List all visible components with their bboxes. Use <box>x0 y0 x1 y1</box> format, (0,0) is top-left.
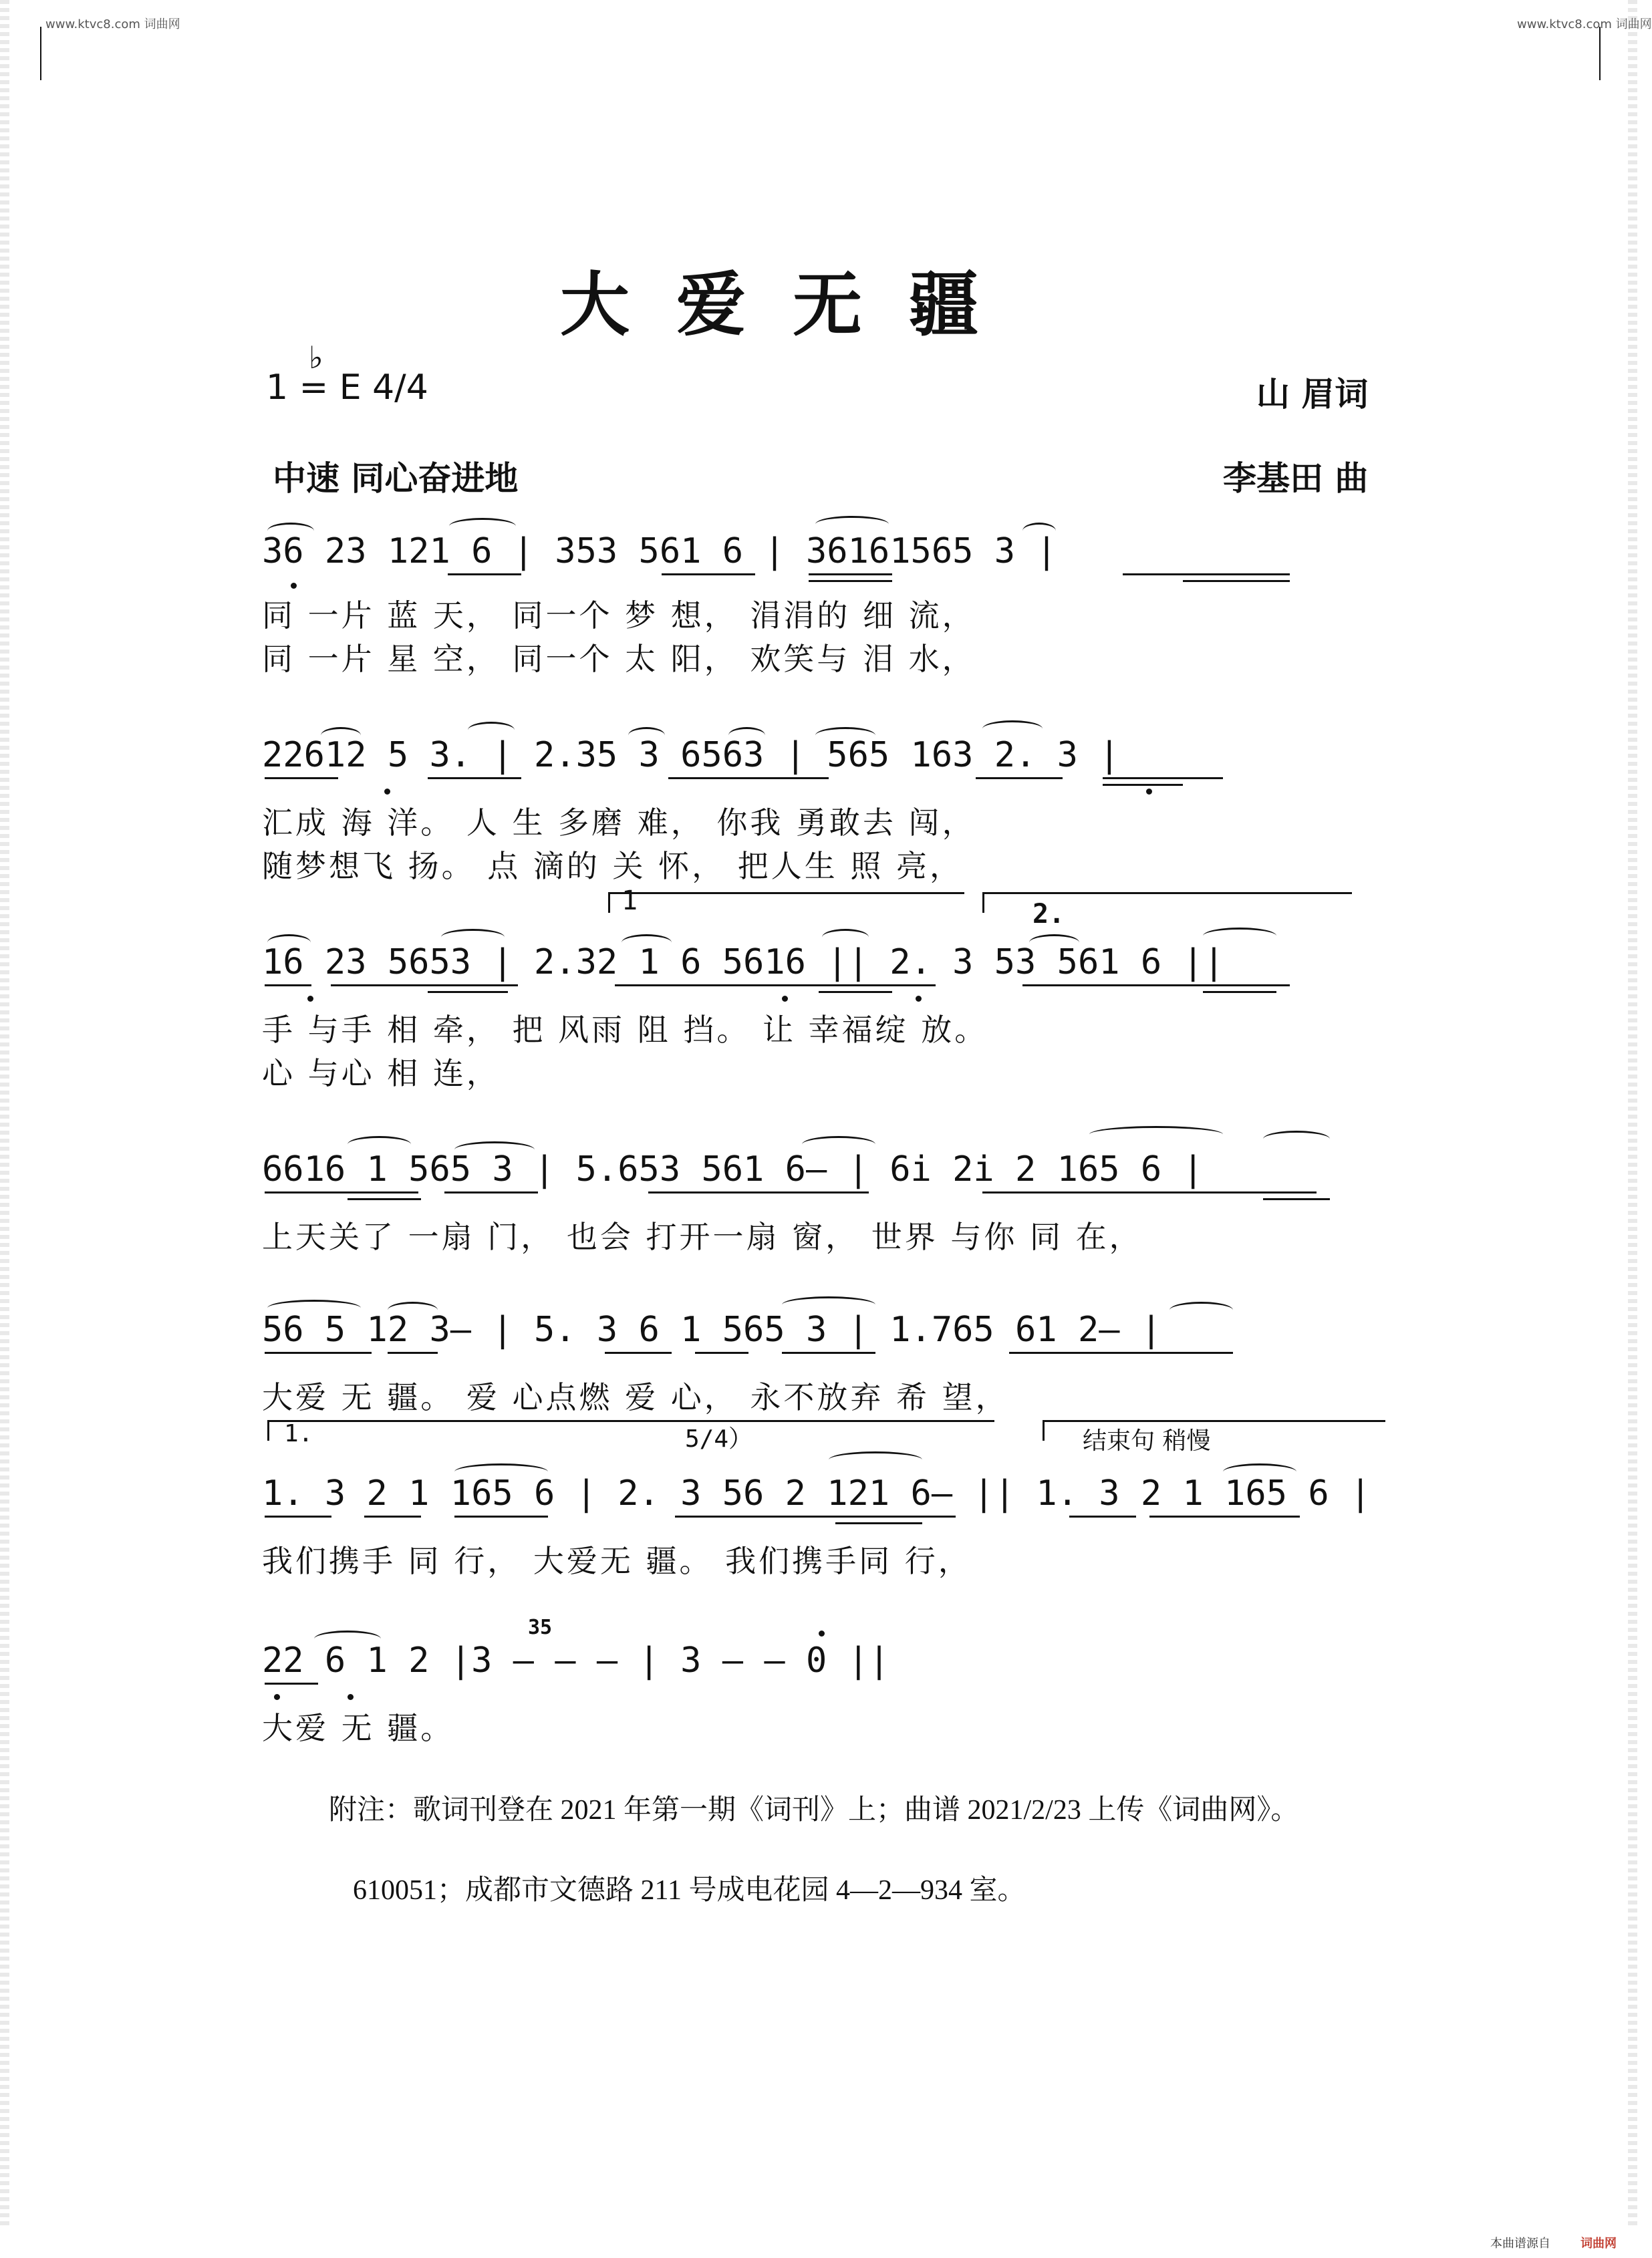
beam <box>1123 573 1290 575</box>
lyric-line-1: 手 与手 相 牵， 把 风雨 阻 挡。 让 幸福绽 放。 <box>262 1012 988 1048</box>
site-watermark-left: www.ktvc8.com 词曲网 <box>45 17 180 31</box>
beam <box>648 1191 869 1193</box>
footnote-publication: 附注：歌词刊登在 2021 年第一期《词刊》上；曲谱 2021/2/23 上传《词曲网》。 <box>329 1795 1299 1826</box>
crop-mark-right <box>1599 27 1601 80</box>
notation-line: 22612 5 3. | 2.35 3 6563 | 565 163 2. 3 | <box>262 735 1120 775</box>
lyric-line-2: 心 与心 相 连， <box>262 1055 500 1091</box>
slur <box>468 722 515 738</box>
composer-credit: 李基田 曲 <box>1223 459 1369 498</box>
page-border-left <box>0 0 9 2258</box>
beam <box>1203 991 1276 993</box>
page-border-right <box>1628 0 1637 2258</box>
slur <box>815 516 889 533</box>
beam <box>1009 1352 1176 1354</box>
slur <box>1223 1463 1296 1480</box>
slur <box>449 518 516 535</box>
lyric-line-1: 同 一片 蓝 天， 同一个 梦 想， 涓涓的 细 流， <box>262 597 976 633</box>
beam <box>388 1352 438 1354</box>
octave-dot <box>916 996 922 1002</box>
beam <box>782 1352 875 1354</box>
footer-source-label: 本曲谱源自 <box>1490 2237 1550 2251</box>
beam <box>1069 1516 1136 1518</box>
slur <box>622 934 672 951</box>
lyric-line-1: 大爱 无 疆。 <box>262 1710 454 1746</box>
lyric-line-1: 大爱 无 疆。 爱 心点燃 爱 心， 永不放弃 希 望， <box>262 1379 1009 1415</box>
lyric-line-1: 我们携手 同 行， 大爱无 疆。 我们携手同 行， <box>262 1543 972 1579</box>
volta-label-1: 1 <box>622 885 638 916</box>
slur <box>267 1300 361 1316</box>
song-title: 大爱无疆 <box>560 263 1026 345</box>
beam <box>448 573 521 575</box>
beam <box>668 777 829 779</box>
lyric-line-1: 汇成 海 洋。 人 生 多磨 难， 你我 勇敢去 闯， <box>262 805 976 841</box>
beam <box>605 1352 672 1354</box>
slur <box>822 929 869 946</box>
lyricist-credit: 山 眉词 <box>1256 375 1369 414</box>
slur <box>314 1631 381 1647</box>
meter-annotation: 5/4） <box>685 1425 753 1453</box>
beam <box>1149 1516 1300 1518</box>
beam <box>976 777 1063 779</box>
volta-label-2: 2. <box>1032 899 1065 930</box>
beam <box>1169 1352 1233 1354</box>
slur <box>348 1136 411 1153</box>
notation-line: 56 5 12 3— | 5. 3 6 1 565 3 | 1.765 61 2— | <box>262 1310 1162 1350</box>
beam <box>1103 784 1183 786</box>
notation-line: 1. 3 2 1 165 6 | 2. 3 56 2 121 6— || 1. 3 2 1 165 6 | <box>262 1473 1371 1514</box>
volta-label-1: 1. <box>284 1420 313 1447</box>
slur <box>1263 1131 1330 1147</box>
volta-bracket-1 <box>267 1420 994 1441</box>
beam <box>348 1198 421 1200</box>
site-watermark-right: www.ktvc8.com 词曲网 <box>1517 17 1652 31</box>
volta-bracket-1 <box>608 892 964 913</box>
slur <box>388 1302 438 1318</box>
slur <box>802 1136 875 1153</box>
beam <box>428 777 521 779</box>
crop-mark-left <box>40 27 41 80</box>
beam <box>444 1191 538 1193</box>
slur <box>321 727 361 744</box>
ending-label: 结束句 稍慢 <box>1083 1427 1211 1455</box>
slur <box>454 1463 548 1480</box>
notation-line: 6616 1 565 3 | 5.653 561 6— | 6i 2i 2 165 6 | <box>262 1149 1204 1189</box>
notation-line: 16 23 5653 | 2.32 1 6 5616 || 2. 3 53 561 6 || <box>262 942 1225 982</box>
slur <box>829 1451 922 1468</box>
repeat-dot <box>819 1631 825 1637</box>
octave-dot <box>782 996 788 1002</box>
key-signature: 1 = E 4/4 <box>266 368 428 408</box>
footer-site-logo: 词曲网 <box>1580 2237 1617 2251</box>
beam <box>662 573 755 575</box>
slur <box>815 727 875 744</box>
footnote-address: 610051；成都市文德路 211 号成电花园 4—2—934 室。 <box>353 1875 1026 1906</box>
slur <box>1022 523 1056 539</box>
beam <box>265 777 338 779</box>
slur <box>454 1141 535 1158</box>
beam <box>428 991 508 993</box>
octave-dot <box>291 583 297 589</box>
beam <box>809 573 892 575</box>
lyric-line-2: 同 一片 星 空， 同一个 太 阳， 欢笑与 泪 水， <box>262 641 976 677</box>
notation-line: 22 6 1 2 |3 — — — | 3 — — 0 || <box>262 1641 890 1681</box>
slur <box>782 1296 875 1313</box>
beam <box>265 1516 331 1518</box>
slur <box>1203 928 1276 944</box>
beam <box>1022 984 1290 986</box>
beam <box>265 984 311 986</box>
beam <box>331 984 518 986</box>
beam <box>835 1522 922 1524</box>
lyric-line-1: 上天关了 一扇 门， 也会 打开一扇 窗， 世界 与你 同 在， <box>262 1219 1143 1255</box>
octave-dot <box>384 789 390 795</box>
beam <box>265 1191 418 1193</box>
notation-line: 36 23 121 6 | 353 561 6 | 36161565 3 | <box>262 531 1057 571</box>
slur <box>728 727 765 744</box>
beam <box>454 1516 548 1518</box>
slur <box>441 929 505 946</box>
slur <box>628 727 665 744</box>
tempo-marking: 中速 同心奋进地 <box>273 459 519 498</box>
beam <box>1263 1198 1330 1200</box>
beam <box>819 991 892 993</box>
slur <box>1169 1302 1233 1318</box>
octave-dot <box>307 996 313 1002</box>
beam <box>675 1516 956 1518</box>
beam <box>695 1352 748 1354</box>
octave-dot <box>1146 789 1152 795</box>
beam <box>982 1191 1317 1193</box>
slur <box>267 934 311 951</box>
grace-notes: 35 <box>528 1616 553 1639</box>
footer-strip <box>0 2229 1637 2258</box>
slur <box>982 720 1043 737</box>
beam <box>265 1683 318 1685</box>
beam <box>265 1352 372 1354</box>
slur <box>267 523 314 539</box>
slur <box>1089 1126 1223 1143</box>
octave-dot <box>348 1694 354 1700</box>
flat-sign: ♭ <box>309 339 323 376</box>
lyric-line-2: 随梦想飞 扬。 点 滴的 关 怀， 把人生 照 亮， <box>262 848 963 884</box>
beam <box>1103 777 1223 779</box>
slur <box>1029 934 1079 951</box>
beam <box>364 1516 421 1518</box>
beam <box>809 580 892 582</box>
beam <box>615 984 936 986</box>
octave-dot <box>274 1694 280 1700</box>
beam <box>1183 580 1290 582</box>
